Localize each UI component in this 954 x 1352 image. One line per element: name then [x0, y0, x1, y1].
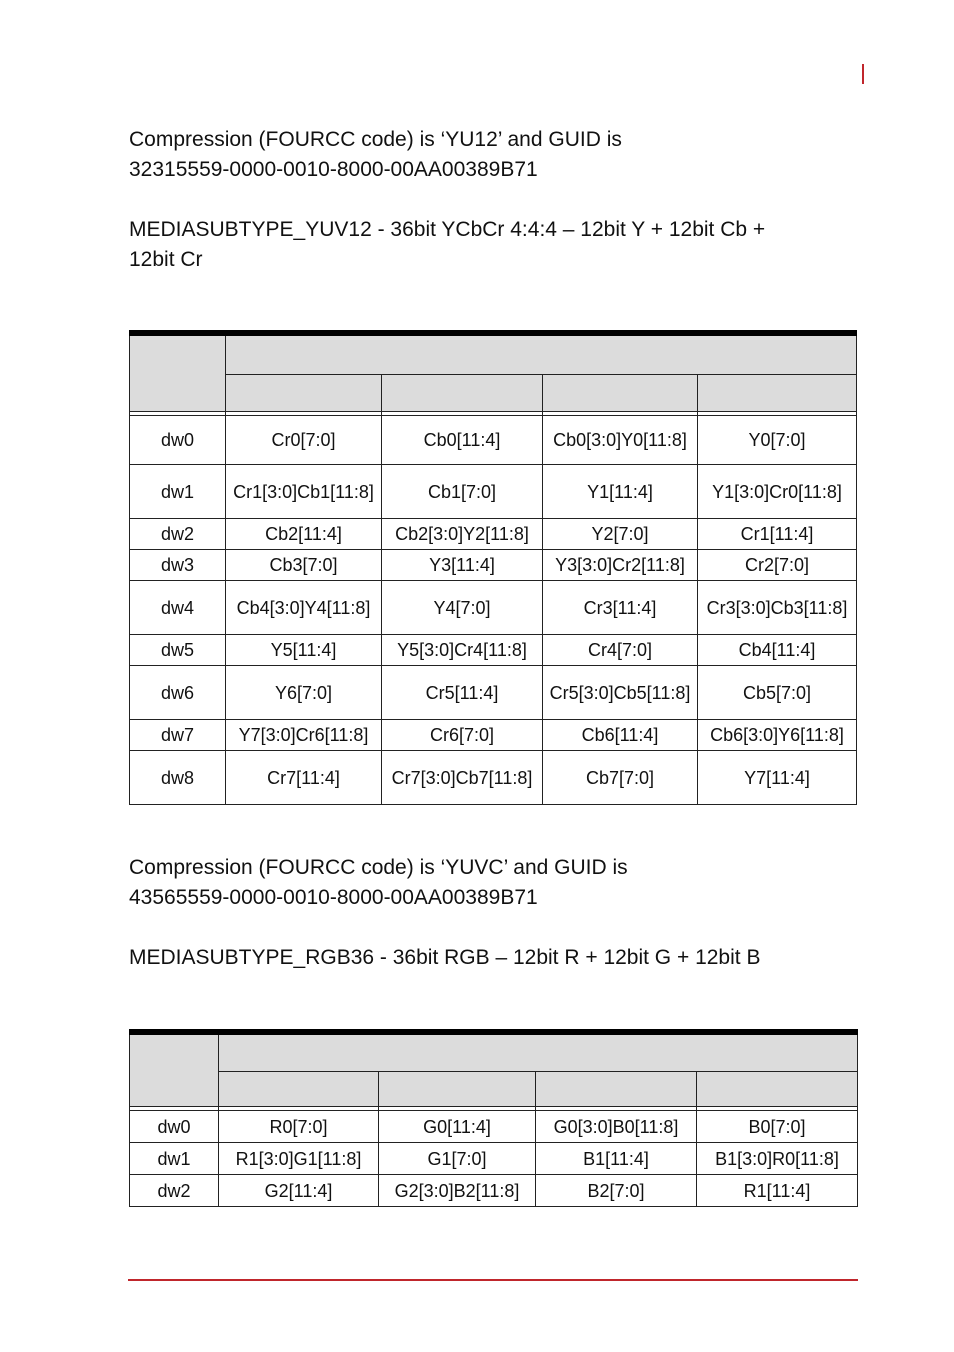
table-cell: Cr4[7:0]: [543, 635, 698, 666]
table-cell: Cb0[3:0]Y0[11:8]: [543, 416, 698, 465]
table-cell: R1[3:0]G1[11:8]: [219, 1143, 379, 1175]
row-label-cell: dw3: [130, 550, 226, 581]
header-span-cell: [219, 1032, 858, 1072]
table-cell: Y7[3:0]Cr6[11:8]: [226, 720, 382, 751]
header-col-cell: [219, 1072, 379, 1107]
table-row: [130, 666, 857, 720]
table-cell: Y5[3:0]Cr4[11:8]: [382, 635, 543, 666]
row-label-cell: dw8: [130, 751, 226, 805]
table-row: [130, 635, 857, 666]
header-col-cell: [536, 1072, 697, 1107]
subtype-line-continued: 12bit Cr: [129, 248, 203, 271]
table-cell: Cr1[11:4]: [698, 519, 857, 550]
table-cell: Y1[11:4]: [543, 465, 698, 519]
table-row: [130, 581, 857, 635]
row-label-cell: dw7: [130, 720, 226, 751]
guid-line: 32315559-0000-0010-8000-00AA00389B71: [129, 158, 538, 181]
table-cell: Cb3[7:0]: [226, 550, 382, 581]
table-cell: Y3[11:4]: [382, 550, 543, 581]
table-cell: Cr1[3:0]Cb1[11:8]: [226, 465, 382, 519]
header-col-cell: [382, 375, 543, 412]
table-row: [130, 1111, 858, 1143]
table-cell: Cr3[3:0]Cb3[11:8]: [698, 581, 857, 635]
table-cell: Cb0[11:4]: [382, 416, 543, 465]
table-cell: Cr0[7:0]: [226, 416, 382, 465]
table-cell: G1[7:0]: [379, 1143, 536, 1175]
table-row: [130, 1175, 858, 1207]
table-cell: Y3[3:0]Cr2[11:8]: [543, 550, 698, 581]
table-cell: Cr5[11:4]: [382, 666, 543, 720]
row-label-cell: dw1: [130, 465, 226, 519]
table-row: [130, 519, 857, 550]
table-row: [130, 465, 857, 519]
row-label-cell: dw0: [130, 416, 226, 465]
table-cell: Cr7[11:4]: [226, 751, 382, 805]
compression-line: Compression (FOURCC code) is ‘YUVC’ and GUID is: [129, 856, 628, 879]
table-cell: B1[3:0]R0[11:8]: [697, 1143, 858, 1175]
table-cell: Cb4[11:4]: [698, 635, 857, 666]
table-cell: Cb2[3:0]Y2[11:8]: [382, 519, 543, 550]
table-row: [130, 550, 857, 581]
table-row: [130, 751, 857, 805]
rgb36-layout-table: [129, 1029, 858, 1207]
table-cell: Y4[7:0]: [382, 581, 543, 635]
table-cell: Cb6[11:4]: [543, 720, 698, 751]
table-cell: Y5[11:4]: [226, 635, 382, 666]
table-cell: Y0[7:0]: [698, 416, 857, 465]
header-col-cell: [697, 1072, 858, 1107]
table-cell: Y7[11:4]: [698, 751, 857, 805]
header-col-cell: [543, 375, 698, 412]
header-corner-cell: [130, 333, 226, 412]
table-cell: B1[11:4]: [536, 1143, 697, 1175]
table-cell: Cb2[11:4]: [226, 519, 382, 550]
table-cell: Cr5[3:0]Cb5[11:8]: [543, 666, 698, 720]
table-cell: B2[7:0]: [536, 1175, 697, 1207]
subtype-rgb36: [129, 943, 849, 973]
compression-info-yuvc: [129, 853, 849, 913]
table-cell: G0[3:0]B0[11:8]: [536, 1111, 697, 1143]
table-cell: Y2[7:0]: [543, 519, 698, 550]
header-col-cell: [698, 375, 857, 412]
table-cell: Cb6[3:0]Y6[11:8]: [698, 720, 857, 751]
table-cell: G0[11:4]: [379, 1111, 536, 1143]
subtype-line: MEDIASUBTYPE_YUV12 - 36bit YCbCr 4:4:4 – 12bit Y + 12bit Cb +: [129, 218, 766, 241]
header-span-cell: [226, 333, 857, 375]
row-label-cell: dw2: [130, 519, 226, 550]
row-label-cell: dw6: [130, 666, 226, 720]
footer-rule: [128, 1279, 858, 1281]
header-col-cell: [226, 375, 382, 412]
row-label-cell: dw1: [130, 1143, 219, 1175]
table-cell: Cr6[7:0]: [382, 720, 543, 751]
table-cell: Cr2[7:0]: [698, 550, 857, 581]
table-cell: Cb5[7:0]: [698, 666, 857, 720]
table-cell: Cb7[7:0]: [543, 751, 698, 805]
row-label-cell: dw0: [130, 1111, 219, 1143]
table-cell: G2[11:4]: [219, 1175, 379, 1207]
table-cell: Cb1[7:0]: [382, 465, 543, 519]
header-accent-mark: [862, 64, 864, 84]
guid-line: 43565559-0000-0010-8000-00AA00389B71: [129, 886, 538, 909]
table-row: [130, 1143, 858, 1175]
subtype-line: MEDIASUBTYPE_RGB36 - 36bit RGB – 12bit R + 12bit G + 12bit B: [129, 946, 761, 969]
header-col-cell: [379, 1072, 536, 1107]
table-cell: B0[7:0]: [697, 1111, 858, 1143]
compression-line: Compression (FOURCC code) is ‘YU12’ and GUID is: [129, 128, 622, 151]
compression-info-yu12: [129, 125, 849, 185]
row-label-cell: dw5: [130, 635, 226, 666]
table-cell: R0[7:0]: [219, 1111, 379, 1143]
table-cell: Cr3[11:4]: [543, 581, 698, 635]
header-corner-cell: [130, 1032, 219, 1107]
table-cell: Cr7[3:0]Cb7[11:8]: [382, 751, 543, 805]
table-cell: R1[11:4]: [697, 1175, 858, 1207]
row-label-cell: dw4: [130, 581, 226, 635]
table-cell: Y6[7:0]: [226, 666, 382, 720]
table-row: [130, 416, 857, 465]
table-row: [130, 720, 857, 751]
row-label-cell: dw2: [130, 1175, 219, 1207]
yuv12-layout-table: [129, 330, 857, 805]
table-cell: Cb4[3:0]Y4[11:8]: [226, 581, 382, 635]
table-cell: G2[3:0]B2[11:8]: [379, 1175, 536, 1207]
subtype-yuv12: [129, 215, 849, 275]
table-cell: Y1[3:0]Cr0[11:8]: [698, 465, 857, 519]
